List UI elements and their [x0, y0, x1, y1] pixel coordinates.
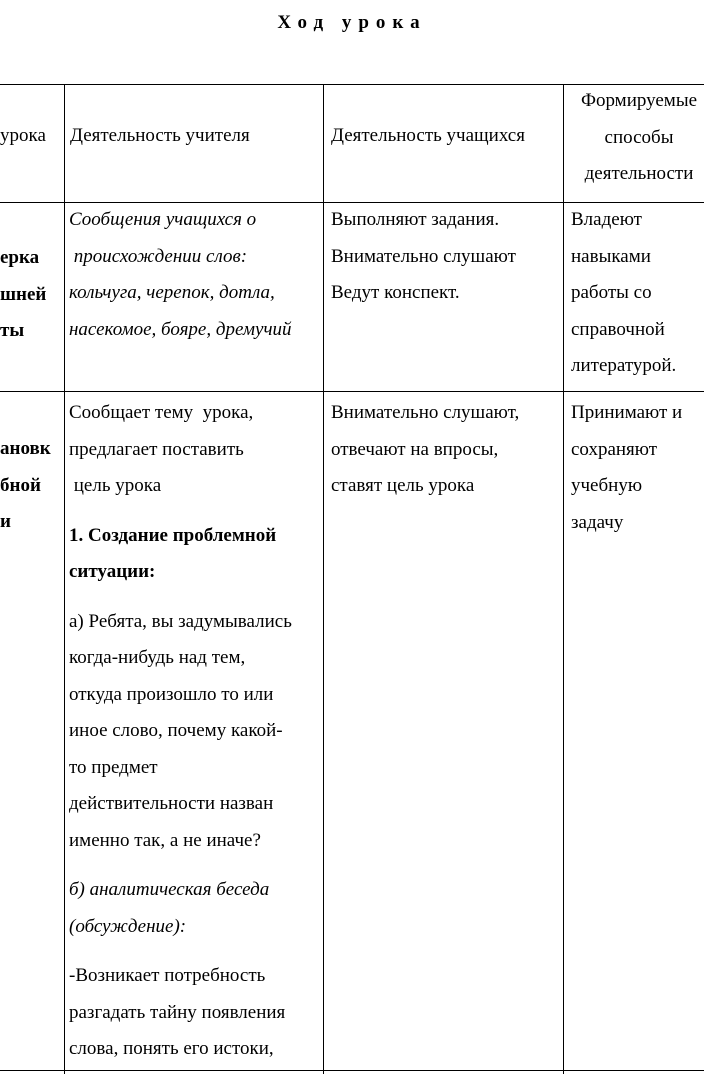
teacher-line: а) Ребята, вы задумывались: [69, 610, 292, 632]
teacher-line: Сообщает тему урока,: [69, 402, 254, 423]
header-teacher: Деятельность учителя: [70, 125, 250, 146]
teacher-line: (обсуждение):: [69, 915, 187, 937]
stage-line: ановк: [0, 438, 51, 459]
stage-line: шней: [0, 283, 47, 305]
row1-skills: [571, 202, 704, 385]
row2-skills: [571, 395, 704, 541]
students-line: отвечают на впросы,: [331, 438, 499, 460]
header-skills: [566, 83, 704, 193]
students-line: Внимательно слушают: [331, 245, 516, 267]
header-skills-line: деятельности: [584, 163, 694, 184]
teacher-line: иное слово, почему какой-: [69, 720, 283, 741]
row1-students: [331, 202, 563, 312]
teacher-line: цель урока: [69, 475, 162, 496]
table-border-bottom: [0, 1070, 704, 1071]
teacher-line: предлагает поставить: [69, 438, 244, 460]
teacher-line: действительности назван: [69, 793, 274, 814]
column-divider: [563, 84, 564, 1074]
stage-line: ты: [0, 320, 25, 341]
teacher-line: Сообщения учащихся о: [69, 209, 257, 230]
stage-line: бной: [0, 474, 41, 496]
teacher-line: насекомое, бояре, дремучий: [69, 318, 292, 340]
teacher-line: слова, понять его истоки,: [69, 1038, 274, 1059]
teacher-line: откуда произошло то или: [69, 683, 274, 705]
students-line: Ведут конспект.: [331, 282, 460, 303]
teacher-line: именно так, а не иначе?: [69, 829, 261, 851]
row1-stage: [0, 240, 63, 350]
students-line: Внимательно слушают,: [331, 402, 520, 423]
column-divider: [64, 84, 65, 1074]
row1-teacher: [69, 202, 323, 348]
row2-stage: [0, 431, 63, 541]
teacher-line: б) аналитическая беседа: [69, 879, 270, 900]
teacher-line: то предмет: [69, 756, 158, 778]
teacher-line: кольчуга, черепок, дотла,: [69, 282, 275, 303]
students-line: Выполняют задания.: [331, 209, 500, 230]
teacher-line: когда-нибудь над тем,: [69, 647, 246, 668]
column-divider: [323, 84, 324, 1074]
skills-line: работы со: [571, 282, 652, 303]
teacher-line: происхождении слов:: [69, 245, 248, 267]
header-skills-line: Формируемые: [580, 90, 698, 111]
teacher-heading-line: ситуации:: [69, 561, 156, 582]
stage-line: ерка: [0, 247, 40, 268]
stage-line: и: [0, 511, 11, 532]
skills-line: справочной: [571, 318, 665, 340]
skills-line: навыками: [571, 245, 651, 267]
teacher-line: разгадать тайну появления: [69, 1001, 286, 1023]
students-line: ставят цель урока: [331, 475, 475, 496]
header-students: Деятельность учащихся: [331, 125, 525, 146]
skills-line: Принимают и: [571, 402, 683, 423]
header-stage: урока: [0, 125, 46, 146]
row-divider: [0, 391, 704, 392]
teacher-heading-line: 1. Создание проблемной: [69, 524, 277, 546]
skills-line: Владеют: [571, 209, 642, 230]
skills-line: сохраняют: [571, 438, 658, 460]
page-title: Ход урока: [277, 12, 427, 33]
skills-line: учебную: [571, 475, 643, 496]
teacher-line: -Возникает потребность: [69, 965, 266, 986]
header-skills-line: способы: [604, 126, 674, 148]
skills-line: задачу: [571, 511, 624, 533]
skills-line: литературой.: [571, 355, 677, 376]
row2-teacher: [69, 395, 323, 1068]
row2-students: [331, 395, 563, 505]
